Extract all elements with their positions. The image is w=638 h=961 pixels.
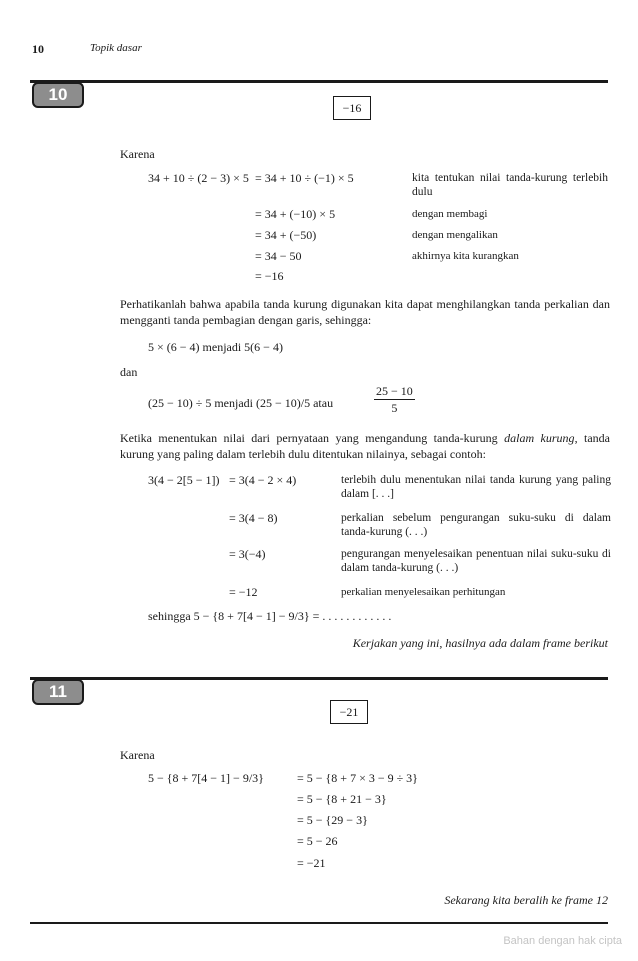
example-expression: (25 − 10) ÷ 5 menjadi (25 − 10)/5 atau [148, 396, 334, 410]
paragraph: Perhatikanlah bahwa apabila tanda kurung digunakan kita dapat menghilangkan tanda perkalian dan mengganti tanda pembagian dengan garis, sehingga: [120, 297, 610, 327]
example-expression: 5 × (6 − 4) menjadi 5(6 − 4) [148, 340, 283, 354]
frame-divider [30, 922, 608, 924]
step-rhs: = −12 [229, 585, 258, 599]
step-note: perkalian menyelesaikan perhitungan [341, 586, 506, 598]
fraction-numerator: 25 − 10 [376, 384, 413, 398]
step-rhs: = −21 [297, 856, 326, 870]
step-note: perkalian sebelum pengurangan suku-suku di dalam tanda-kurung (. . .) [341, 512, 611, 538]
step-note: akhirnya kita kurangkan [412, 250, 519, 262]
dan-label: dan [120, 365, 138, 379]
step-rhs: = 5 − {29 − 3} [297, 813, 368, 827]
step-lhs: 3(4 − 2[5 − 1]) [148, 473, 220, 487]
step-rhs: = 34 − 50 [255, 249, 302, 263]
paragraph-text: , tanda kurung yang paling dalam terlebih dulu ditentukan nilainya, sebagai contoh: [120, 431, 610, 461]
step-rhs: = 5 − 26 [297, 834, 338, 848]
instruction-next: Kerjakan yang ini, hasilnya ada dalam frame berikut [352, 636, 608, 650]
instruction-next: Sekarang kita beralih ke frame 12 [444, 893, 608, 907]
step-rhs: = −16 [255, 269, 284, 283]
karena-label: Karena [120, 748, 155, 762]
step-rhs: = 5 − {8 + 21 − 3} [297, 792, 387, 806]
answer-box: −21 [330, 700, 368, 724]
frame-number-tab: 11 [32, 679, 84, 705]
answer-box: −16 [333, 96, 371, 120]
running-title: Topik dasar [90, 42, 142, 54]
fraction [374, 384, 415, 415]
step-rhs: = 34 + 10 ÷ (−1) × 5 [255, 171, 354, 185]
paragraph-emphasis: dalam kurung [504, 431, 575, 445]
frame-number-tab: 10 [32, 82, 84, 108]
step-rhs: = 5 − {8 + 7 × 3 − 9 ÷ 3} [297, 771, 418, 785]
step-rhs: = 34 + (−10) × 5 [255, 207, 336, 221]
step-note: dengan membagi [412, 208, 488, 220]
page-number: 10 [32, 42, 44, 56]
step-rhs: = 3(4 − 2 × 4) [229, 473, 297, 487]
exercise-prompt: sehingga 5 − {8 + 7[4 − 1] − 9/3} = . . . . . . . . . . . . [148, 609, 392, 623]
step-rhs: = 3(4 − 8) [229, 511, 278, 525]
step-note: dengan mengalikan [412, 229, 498, 241]
step-note: pengurangan menyelesaikan penentuan nilai suku-suku di dalam tanda-kurung (. . .) [341, 548, 611, 574]
step-rhs: = 34 + (−50) [255, 228, 317, 242]
step-rhs: = 3(−4) [229, 547, 266, 561]
step-note: terlebih dulu menentukan nilai tanda kurung yang paling dalam [. . .] [341, 474, 611, 500]
step-lhs: 5 − {8 + 7[4 − 1] − 9/3} [148, 771, 264, 785]
step-lhs: 34 + 10 ÷ (2 − 3) × 5 [148, 171, 249, 185]
copyright-watermark: Bahan dengan hak cipta [503, 935, 622, 947]
frame-divider [30, 677, 608, 680]
fraction-denominator: 5 [391, 401, 398, 415]
step-note: kita tentukan nilai tanda-kurung terlebih dulu [412, 172, 608, 198]
paragraph [120, 430, 610, 462]
paragraph-text: Ketika menentukan nilai dari pernyataan yang mengandung tanda-kurung [120, 431, 505, 445]
karena-label: Karena [120, 147, 155, 161]
frame-divider [30, 80, 608, 83]
